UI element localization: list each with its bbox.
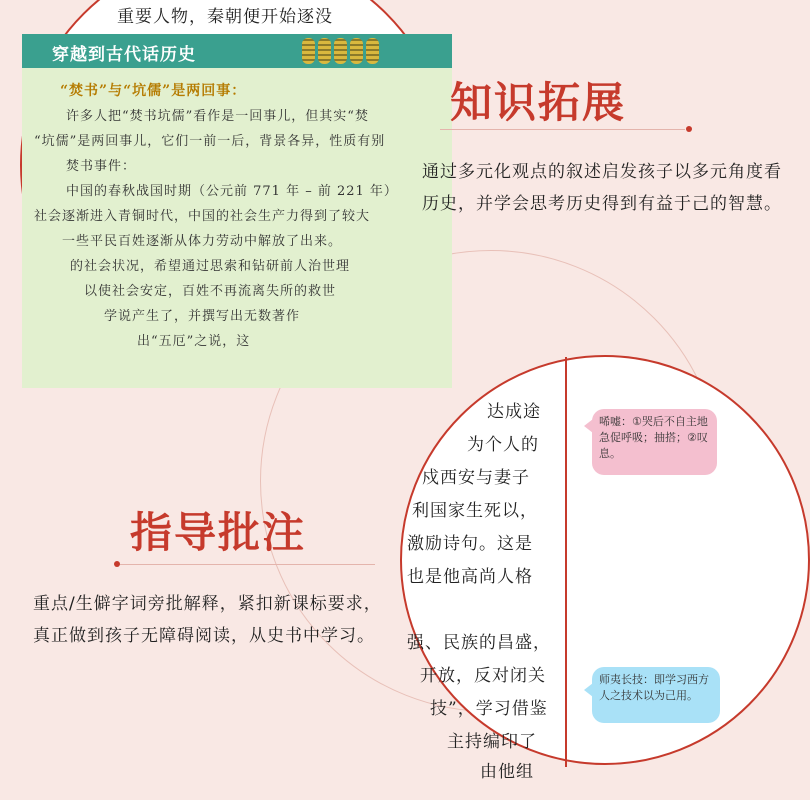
column-line: 的社会状况，希望通过思索和钻研前人治世理 — [70, 259, 351, 274]
column-body — [22, 68, 452, 388]
text-line: 利国家生死以， — [412, 501, 538, 521]
column-line: “坑儒”是两回事儿，它们一前一后，背景各异，性质有别 — [34, 134, 386, 149]
text-line: 开放，反对闭关 — [420, 666, 546, 686]
column-line: 出“五厄”之说，这 — [137, 334, 251, 349]
scroll-ornament-icon — [302, 38, 315, 64]
scroll-ornament-icon — [318, 38, 331, 64]
guide-section-title: 指导批注 — [130, 508, 307, 557]
column-line: 许多人把“焚书坑儒”看作是一回事儿，但其实“焚 — [66, 109, 369, 124]
annotation-excerpt-zoom — [400, 355, 810, 782]
text-line: 主持编印了 — [447, 732, 537, 752]
column-heading: “焚书”与“坑儒”是两回事： — [60, 83, 247, 99]
history-excerpt-zoom — [20, 0, 450, 380]
column-line: 学说产生了，并撰写出无数著作 — [104, 309, 301, 324]
section-rule — [120, 564, 375, 565]
page-divider — [565, 357, 567, 767]
scroll-ornament-icon — [350, 38, 363, 64]
column-banner-title: 穿越到古代话历史 — [52, 45, 196, 65]
text-line: 也是他高尚人格 — [407, 567, 533, 587]
annotation-note-pink: 唏嘘：①哭后不自主地急促呼吸；抽搭；②叹息。 — [592, 409, 717, 475]
column-line: 一些平民百姓逐渐从体力劳动中解放了出来。 — [62, 234, 343, 249]
text-line: 激励诗句。这是 — [407, 534, 533, 554]
excerpt-intro-line: 重要人物，秦朝便开始逐没 — [117, 7, 333, 27]
text-line: 戍西安与妻子 — [422, 468, 530, 488]
annotation-note-blue: 师夷长技：即学习西方人之技术以为己用。 — [592, 667, 720, 723]
column-line: 焚书事件： — [66, 159, 137, 174]
column-line: 中国的春秋战国时期（公元前 771 年 – 前 221 年） — [66, 184, 398, 199]
section-rule — [440, 129, 685, 130]
text-line: 达成途 — [487, 402, 541, 422]
knowledge-section-desc: 通过多元化观点的叙述启发孩子以多元角度看历史，并学会思考历史得到有益于己的智慧。 — [422, 162, 782, 214]
knowledge-section-title: 知识拓展 — [450, 78, 627, 127]
scroll-ornament-icon — [366, 38, 379, 64]
column-line: 以使社会安定，百姓不再流离失所的救世 — [84, 284, 337, 299]
column-banner — [22, 34, 452, 68]
text-line: 为个人的 — [467, 435, 539, 455]
column-line: 社会逐渐进入青铜时代，中国的社会生产力得到了较大 — [34, 209, 371, 224]
text-line: 强、民族的昌盛， — [407, 633, 551, 653]
text-line: 由他组 — [480, 762, 534, 782]
guide-section-desc: 重点/生僻字词旁批解释，紧扣新课标要求，真正做到孩子无障碍阅读，从史书中学习。 — [33, 594, 382, 646]
text-line: 技”，学习借鉴 — [430, 699, 548, 719]
section-dot — [686, 126, 692, 132]
scroll-ornament-icon — [334, 38, 347, 64]
section-dot — [114, 561, 120, 567]
